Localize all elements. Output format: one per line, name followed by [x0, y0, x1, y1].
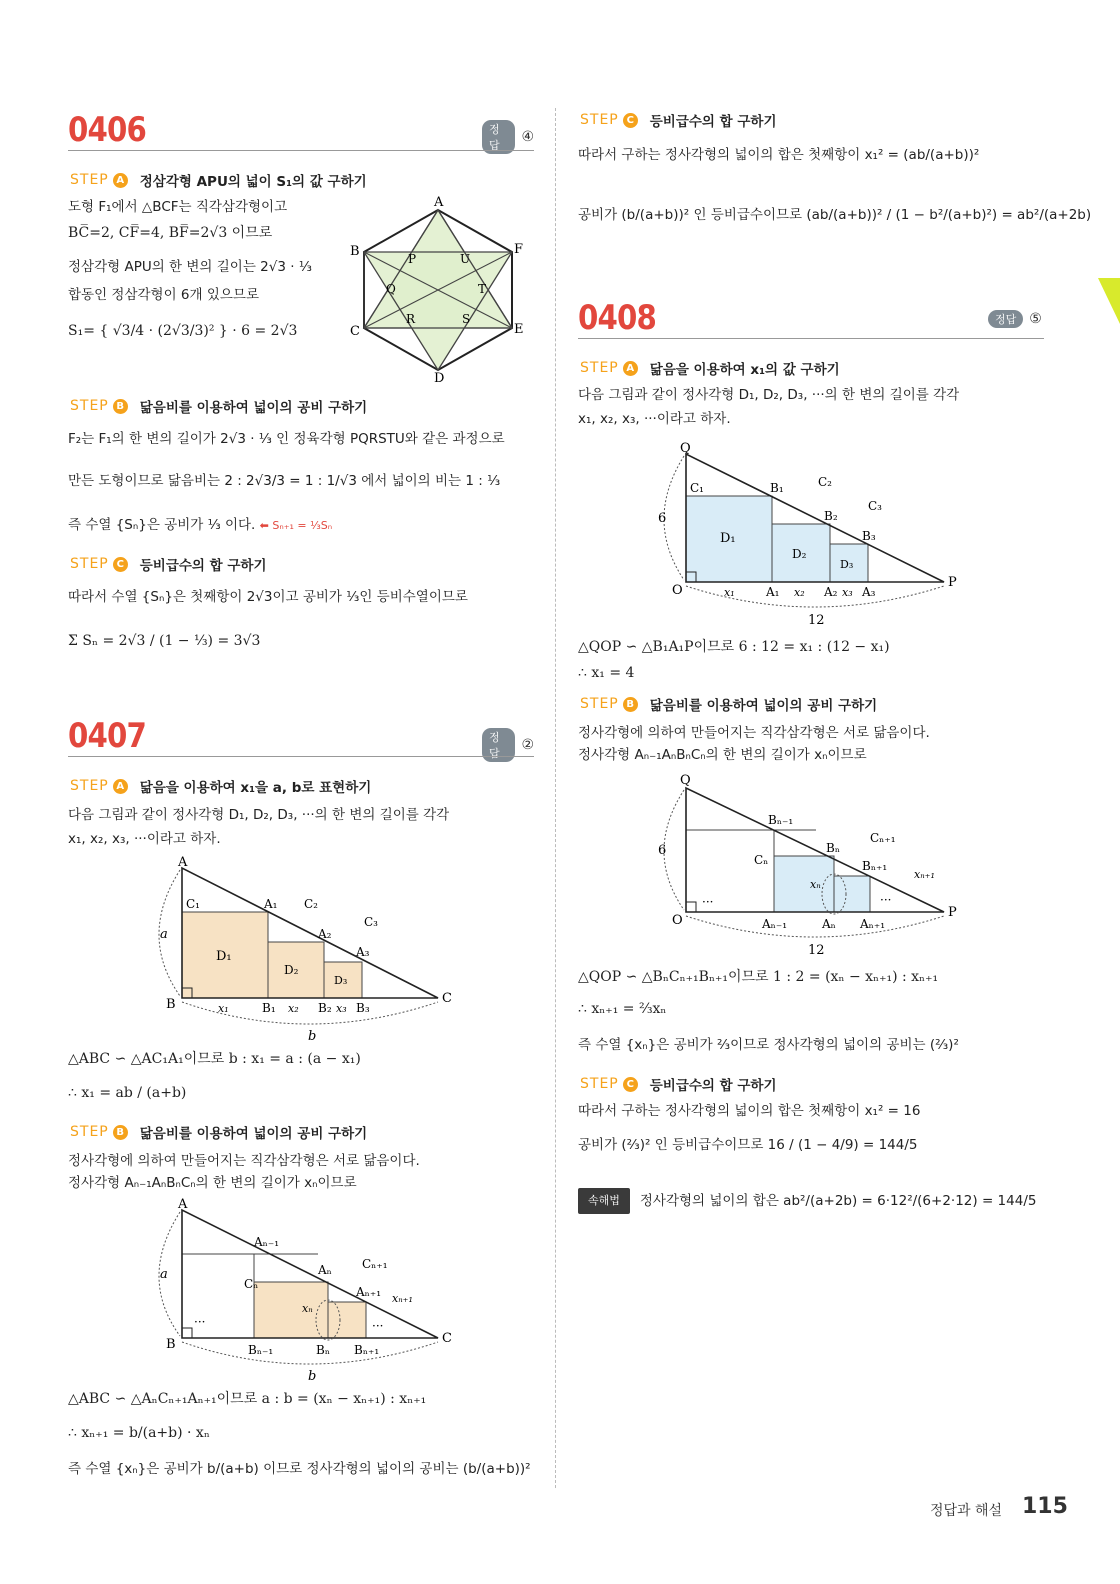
text-line: [68, 514, 332, 537]
fig-label: x₁: [218, 1002, 229, 1015]
step-title: 등비급수의 합 구하기: [649, 1078, 777, 1094]
text-line: ∴ xₙ₊₁ = b/(a+b) · xₙ: [68, 1425, 210, 1441]
step-a-0406: [70, 170, 367, 190]
fig-label: A₂: [318, 927, 332, 941]
problem-number-0408: 0408: [578, 298, 656, 338]
fig-label: D₂: [284, 963, 299, 977]
column-divider: [555, 108, 556, 1488]
fig-label: O: [672, 583, 683, 598]
fig-label: xₙ₊₁: [914, 868, 935, 881]
fig-label: ···: [880, 893, 892, 907]
hex-label: Q: [386, 282, 396, 296]
hex-label: D: [434, 371, 445, 384]
step-b-0406: [70, 396, 367, 416]
text-line: 정사각형에 의하여 만들어지는 직각삼각형은 서로 닮음이다.: [578, 725, 930, 741]
triangle-figure-0407-1: [158, 856, 538, 1046]
text-line: △QOP ∽ △B₁A₁P이므로 6 : 12 = x₁ : (12 − x₁): [578, 639, 890, 655]
fig-label: Bₙ₋₁: [768, 813, 794, 827]
hint-text: Sₙ₊₁ = ⅓Sₙ: [272, 519, 333, 532]
fig-label: Q: [680, 441, 691, 456]
fig-label: x₃: [842, 586, 853, 599]
header-rule: [68, 150, 534, 151]
fig-label: a: [160, 1267, 168, 1282]
fig-label: C₁: [690, 481, 704, 495]
fig-label: A₃: [356, 945, 370, 959]
fig-label: B: [166, 1337, 176, 1352]
step-word: STEP: [70, 1124, 109, 1140]
footer-label: 정답과 해설: [930, 1503, 1003, 1519]
step-title: 닮음비를 이용하여 넓이의 공비 구하기: [139, 1126, 368, 1142]
fig-label: C: [442, 1331, 452, 1346]
text-line: 다음 그림과 같이 정사각형 D₁, D₂, D₃, ···의 한 변의 길이를 각각: [578, 387, 960, 403]
hex-label: C: [350, 324, 360, 339]
text-line: 정삼각형 APU의 한 변의 길이는 2√3 · ⅓: [68, 259, 312, 275]
fig-label: A₁: [264, 897, 278, 911]
step-word: STEP: [580, 696, 619, 712]
triangle-figure-0408-2: [658, 768, 1044, 960]
fig-label: A: [178, 856, 188, 870]
fig-label: B₃: [862, 529, 876, 543]
fig-label: Cₙ: [244, 1277, 259, 1291]
fig-label: 6: [658, 843, 667, 858]
alt-solution: [578, 1188, 1036, 1214]
fig-label: 6: [658, 511, 667, 526]
step-b-0407: [70, 1122, 367, 1142]
formula-s1: S₁= { √3/4 · (2√3/3)² } · 6 = 2√3: [68, 323, 298, 339]
hex-label: F: [514, 242, 524, 257]
fig-label: Bₙ: [316, 1343, 331, 1357]
fig-label: Cₙ₊₁: [870, 831, 896, 845]
step-letter: A: [113, 173, 128, 188]
step-word: STEP: [580, 112, 619, 128]
step-c-0406: [70, 554, 267, 574]
fig-label: D₁: [720, 531, 736, 546]
hex-label: T: [478, 282, 487, 296]
fig-label: A₂: [824, 585, 838, 599]
hex-label: R: [406, 312, 416, 326]
answer-0406: [482, 120, 534, 154]
fig-label: O: [672, 913, 683, 928]
alt-text: 정사각형의 넓이의 합은 ab²/(a+2b) = 6·12²/(6+2·12) = 144/5: [639, 1193, 1037, 1209]
hex-label: P: [408, 252, 417, 266]
fig-label: A₁: [766, 585, 780, 599]
fig-label: B₂: [824, 509, 838, 523]
fig-label: b: [308, 1369, 317, 1384]
alt-badge: 속해법: [578, 1188, 630, 1214]
fig-label: P: [948, 905, 957, 920]
text-line: 다음 그림과 같이 정사각형 D₁, D₂, D₃, ···의 한 변의 길이를 각각: [68, 807, 450, 823]
fig-label: A: [178, 1198, 188, 1212]
fig-label: Cₙ: [754, 853, 769, 867]
fig-label: D₂: [792, 547, 807, 561]
problem-number-0407: 0407: [68, 716, 146, 756]
fig-label: xₙ₊₁: [392, 1292, 413, 1305]
fig-label: ···: [702, 895, 714, 909]
text-line: 정사각형 Aₙ₋₁AₙBₙCₙ의 한 변의 길이가 xₙ이므로: [578, 747, 867, 763]
step-word: STEP: [70, 398, 109, 414]
text-line: ∴ xₙ₊₁ = ⅔xₙ: [578, 1001, 667, 1017]
fig-label: C: [442, 991, 452, 1006]
hex-label: B: [350, 244, 360, 259]
header-rule: [578, 338, 1044, 339]
step-letter: B: [113, 1125, 128, 1140]
answer-value: ⑤: [1029, 311, 1042, 327]
step-word: STEP: [70, 778, 109, 794]
step-letter: A: [113, 779, 128, 794]
fig-label: D₁: [216, 949, 232, 964]
text-line: △ABC ∽ △AₙCₙ₊₁Aₙ₊₁이므로 a : b = (xₙ − xₙ₊₁) : xₙ₊₁: [68, 1391, 427, 1407]
hex-label: U: [460, 252, 471, 266]
fig-label: a: [160, 927, 168, 942]
fig-label: B₂: [318, 1001, 332, 1015]
answer-badge: 정답: [988, 310, 1023, 328]
hint-note: ⬅ Sₙ₊₁ = ⅓Sₙ: [259, 519, 333, 532]
page-number: 115: [1022, 1494, 1068, 1519]
header-rule: [68, 756, 534, 757]
fig-label: Aₙ₊₁: [860, 917, 886, 931]
step-letter: B: [623, 697, 638, 712]
fig-label: Aₙ₋₁: [762, 917, 788, 931]
step-b-0408: [580, 694, 877, 714]
answer-value: ④: [521, 129, 534, 145]
hex-label: E: [514, 322, 524, 337]
fig-label: C₃: [364, 915, 378, 929]
text-line: 만든 도형이므로 닮음비는 2 : 2√3/3 = 1 : 1/√3 에서 넓이의 비는 1 : ⅓: [68, 473, 501, 489]
fig-label: xₙ: [302, 1302, 313, 1315]
fig-label: ···: [194, 1315, 206, 1329]
answer-value: ②: [521, 737, 534, 753]
fig-label: C₃: [868, 499, 882, 513]
text-line: 공비가 (⅔)² 인 등비급수이므로 16 / (1 − 4/9) = 144/5: [578, 1137, 918, 1153]
step-a-0408: [580, 358, 840, 378]
text-line: 공비가 (b/(a+b))² 인 등비급수이므로 (ab/(a+b))² / (1 − b²/(a+b)²) = ab²/(a+2b): [578, 207, 1092, 223]
fig-label: A₃: [862, 585, 876, 599]
text-line: 정사각형에 의하여 만들어지는 직각삼각형은 서로 닮음이다.: [68, 1153, 420, 1169]
text-line: △ABC ∽ △AC₁A₁이므로 b : x₁ = a : (a − x₁): [68, 1051, 361, 1067]
fig-label: Bₙ: [826, 841, 841, 855]
step-word: STEP: [580, 360, 619, 376]
fig-label: Cₙ₊₁: [362, 1257, 388, 1271]
fig-label: Bₙ₋₁: [248, 1343, 274, 1357]
text-line: x₁, x₂, x₃, ···이라고 하자.: [68, 831, 221, 847]
step-title: 닮음비를 이용하여 넓이의 공비 구하기: [649, 698, 878, 714]
fig-label: P: [948, 575, 957, 590]
fig-label: B₁: [262, 1001, 276, 1015]
hexagon-figure: [350, 192, 526, 384]
fig-label: x₂: [794, 586, 805, 599]
text-span: 즉 수열 {Sₙ}은 공비가 ⅓ 이다.: [68, 517, 256, 533]
text-line: 즉 수열 {xₙ}은 공비가 ⅔이므로 정사각형의 넓이의 공비는 (⅔)²: [578, 1037, 959, 1053]
fig-label: C₂: [304, 897, 318, 911]
fig-label: x₃: [336, 1002, 347, 1015]
step-letter: C: [623, 1077, 638, 1092]
triangle-figure-0407-2: [158, 1198, 538, 1388]
step-title: 닮음비를 이용하여 넓이의 공비 구하기: [139, 400, 368, 416]
hex-label: A: [434, 195, 444, 210]
step-title: 정삼각형 APU의 넓이 S₁의 값 구하기: [139, 174, 367, 190]
step-c-0408: [580, 1074, 777, 1094]
hex-label: S: [462, 312, 471, 326]
step-word: STEP: [580, 1076, 619, 1092]
step-c-0407: [580, 110, 777, 130]
fig-label: Aₙ₊₁: [356, 1285, 382, 1299]
text-line: BC̅=2, CF̅=4, BF̅=2√3 이므로: [68, 225, 273, 241]
step-word: STEP: [70, 172, 109, 188]
fig-label: b: [308, 1029, 317, 1044]
fig-label: Bₙ₊₁: [354, 1343, 380, 1357]
answer-0408: [988, 310, 1042, 328]
text-line: 즉 수열 {xₙ}은 공비가 b/(a+b) 이므로 정사각형의 넓이의 공비는 (b/(a+b))²: [68, 1461, 531, 1477]
problem-number-0406: 0406: [68, 110, 146, 150]
triangle-figure-0408-1: [658, 436, 1044, 630]
text-line: 합동인 정삼각형이 6개 있으므로: [68, 287, 259, 303]
fig-label: C₂: [818, 475, 832, 489]
step-title: 등비급수의 합 구하기: [139, 558, 267, 574]
step-letter: A: [623, 361, 638, 376]
answer-badge: 정답: [482, 120, 515, 154]
fig-label: Aₙ: [318, 1263, 332, 1277]
fig-label: B₁: [770, 481, 784, 495]
text-line: △QOP ∽ △BₙCₙ₊₁Bₙ₊₁이므로 1 : 2 = (xₙ − xₙ₊₁) : xₙ₊₁: [578, 969, 939, 985]
text-line: 따라서 구하는 정사각형의 넓이의 합은 첫째항이 x₁² = 16: [578, 1103, 921, 1119]
fig-label: x₂: [288, 1002, 299, 1015]
step-title: 등비급수의 합 구하기: [649, 114, 777, 130]
fig-label: D₃: [334, 974, 348, 987]
fig-label: xₙ: [810, 878, 821, 891]
step-title: 닮음을 이용하여 x₁을 a, b로 표현하기: [139, 780, 372, 796]
text-line: 따라서 수열 {Sₙ}은 첫째항이 2√3이고 공비가 ⅓인 등비수열이므로: [68, 589, 468, 605]
step-word: STEP: [70, 556, 109, 572]
fig-label: 12: [808, 613, 825, 628]
fig-label: B: [166, 997, 176, 1012]
step-title: 닮음을 이용하여 x₁의 값 구하기: [649, 362, 840, 378]
fig-label: C₁: [186, 897, 200, 911]
answer-badge: 정답: [482, 728, 515, 762]
fig-label: B₃: [356, 1001, 370, 1015]
formula-sum-0406: Σ Sₙ = 2√3 / (1 − ⅓) = 3√3: [68, 633, 261, 649]
fig-label: Aₙ: [822, 917, 836, 931]
fig-label: 12: [808, 943, 825, 958]
step-letter: C: [113, 557, 128, 572]
text-line: ∴ x₁ = ab / (a+b): [68, 1085, 187, 1101]
fig-label: Q: [680, 773, 691, 788]
fig-label: Aₙ₋₁: [254, 1235, 280, 1249]
fig-label: D₃: [840, 558, 854, 571]
step-letter: C: [623, 113, 638, 128]
text-line: x₁, x₂, x₃, ···이라고 하자.: [578, 411, 731, 427]
text-line: 도형 F₁에서 △BCF는 직각삼각형이고: [68, 199, 288, 215]
text-line: F₂는 F₁의 한 변의 길이가 2√3 · ⅓ 인 정육각형 PQRSTU와 같은 과정으로: [68, 431, 505, 447]
text-line: ∴ x₁ = 4: [578, 665, 635, 681]
text-line: 정사각형 Aₙ₋₁AₙBₙCₙ의 한 변의 길이가 xₙ이므로: [68, 1175, 357, 1191]
fig-label: ···: [372, 1319, 384, 1333]
text-line: 따라서 구하는 정사각형의 넓이의 합은 첫째항이 x₁² = (ab/(a+b))²: [578, 147, 980, 163]
page-tab-marker: [1098, 278, 1120, 324]
fig-label: x₁: [724, 586, 735, 599]
step-letter: B: [113, 399, 128, 414]
step-a-0407: [70, 776, 371, 796]
fig-label: Bₙ₊₁: [862, 859, 888, 873]
